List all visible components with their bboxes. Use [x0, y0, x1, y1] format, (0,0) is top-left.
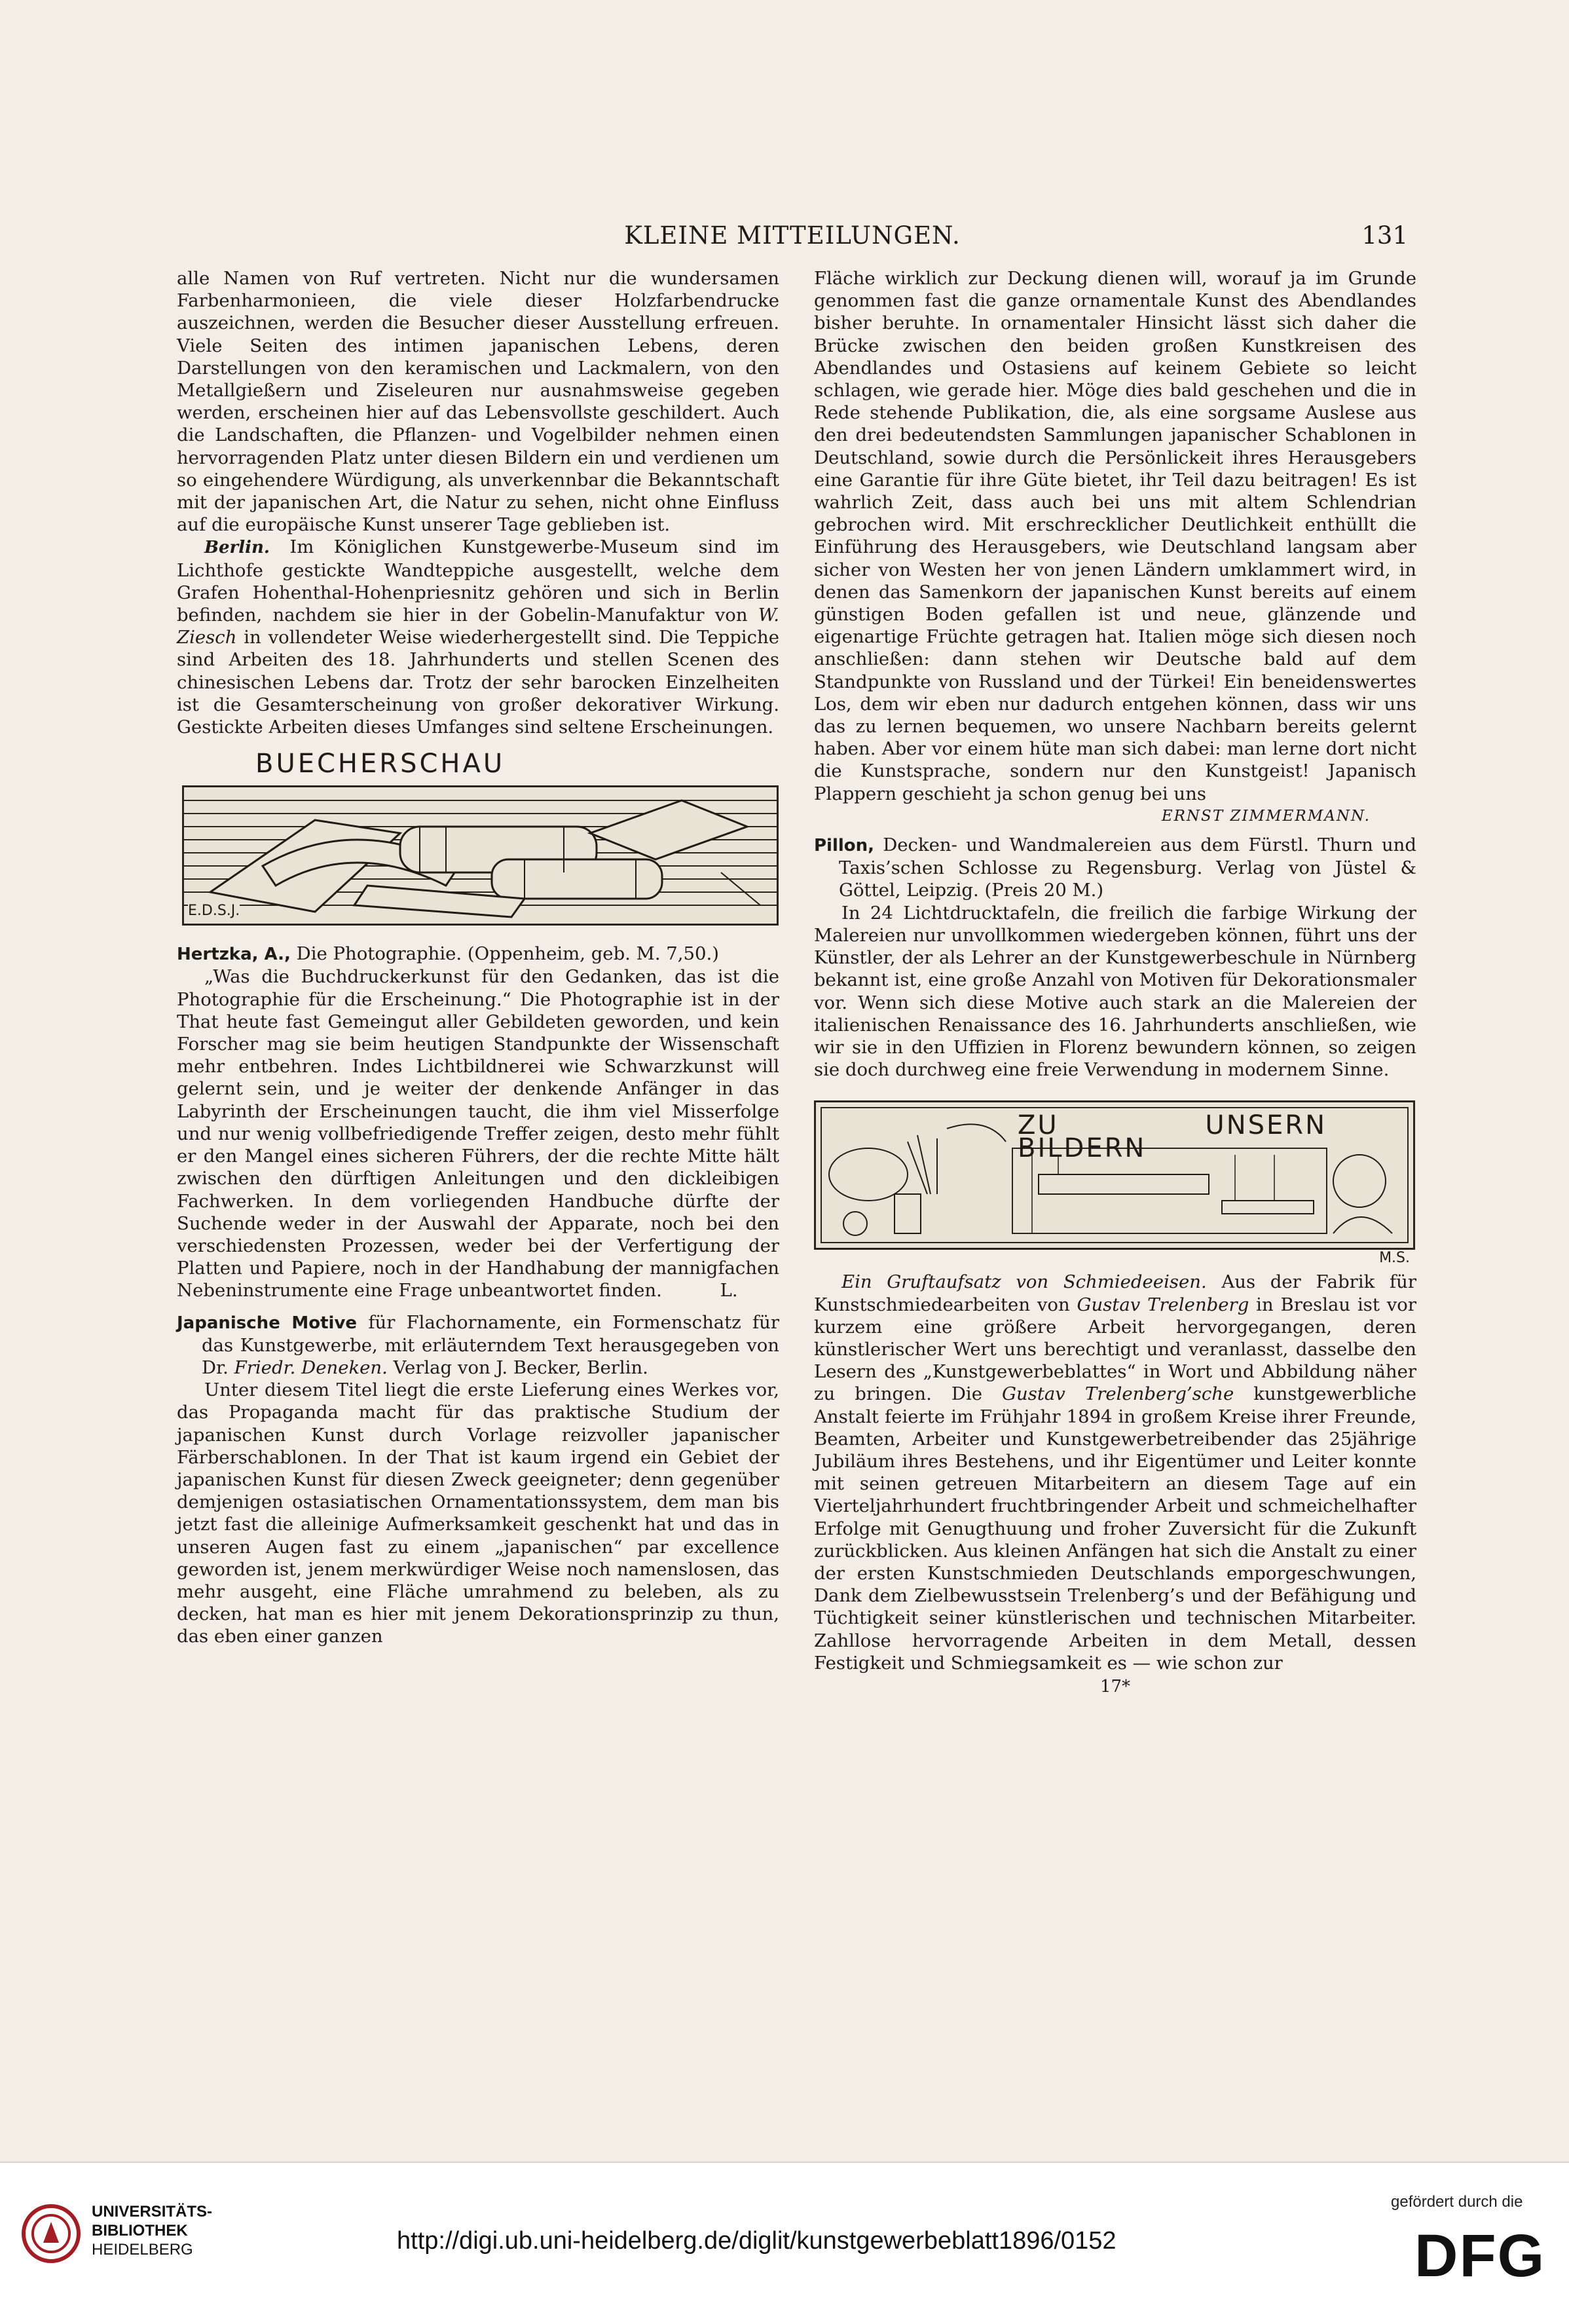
trelenberg-sche-name: Gustav Trelenberg’sche — [1002, 1383, 1234, 1405]
paragraph-pillon-title — [814, 834, 1416, 902]
page-number: 131 — [1361, 221, 1408, 250]
library-name-line3: HEIDELBERG — [92, 2241, 193, 2258]
berlin-text-a: Im Königlichen Kunstgewerbe-Museum sind im Lichthofe gestickte Wandteppiche ausgestellt, welche dem Grafen Hohenthal-Hohenpriesnitz gehören und sich in Berlin befinden, nachdem sie hier in der Gobelin-Manufaktur von — [177, 536, 779, 626]
gruftaufsatz-text-c: kunstgewerbliche Anstalt feierte im Frühjahr 1894 in großem Kreise ihrer Freunde, Beamten, Arbeiter und Kunstgewerbetreibender das 25jährige Jubiläum ihres Bestehens, und ihr Eigentümer und Leiter konnte mit seinen getreuen Mitarbeitern an diesem Tage auf ein Vierteljahrhundert fruchtbringender Arbeit und schmeichelhafter Erfolge mit Genugthuung und froher Zuversicht für die Zukunft zurückblicken. Aus kleinen Anfängen hat sich die Anstalt zu einer der ersten Kunstschmieden Deutschlands emporgeschwungen, Dank dem Zielbewusstsein Trelenberg’s und der Befähigung und Tüchtigkeit seiner künstlerischen und technischen Mitarbeiter. Zahllose hervorragende Arbeiten in dem Metall, dessen Festigkeit und Schmiegsamkeit es — wie schon zur — [814, 1383, 1416, 1674]
left-column — [177, 267, 779, 1648]
deneken-name: Friedr. Deneken. — [234, 1357, 388, 1378]
zu-unsern-bildern-banner-block — [814, 1100, 1416, 1271]
zu-unsern-bildern-title: ZU UNSERN BILDERN — [1018, 1110, 1327, 1163]
library-name-line1: UNIVERSITÄTS- — [92, 2203, 213, 2221]
japanische-motive-bibliography-b: Verlag von J. Becker, Berlin. — [387, 1357, 648, 1378]
japanische-motive-heading: Japanische Motive — [177, 1313, 358, 1333]
hertzka-heading: Hertzka, A., — [177, 945, 291, 965]
paragraph-japanische-motive-title — [177, 1311, 779, 1379]
paragraph-berlin — [177, 536, 779, 738]
gruftaufsatz-title: Ein Gruftaufsatz von Schmiedeeisen. — [841, 1271, 1207, 1293]
pillon-bibliography: Decken- und Wandmalereien aus dem Fürstl. Thurn und Taxis’schen Schlosse zu Regensburg. Verlag von Jüstel & Göttel, Leipzig. (Preis 20 M.) — [839, 834, 1416, 901]
buecherschau-monogram: E.D.S.J. — [188, 900, 240, 922]
japanische-motive-bibliography-a: für Flachornamente, ein Formenschatz für das Kunstgewerbe, mit erläuterndem Text herausgegeben von Dr. — [202, 1311, 779, 1378]
sponsor-note: gefördert durch die — [1391, 2193, 1523, 2211]
hertzka-bibliography: Die Photographie. (Oppenheim, geb. M. 7,50.) — [290, 943, 720, 965]
buecherschau-banner-block — [177, 749, 779, 943]
permalink-url[interactable]: http://digi.ub.uni-heidelberg.de/diglit/kunstgewerbeblatt1896/0152 — [397, 2227, 1117, 2255]
running-title: KLEINE MITTEILUNGEN. — [624, 221, 961, 250]
paragraph-hertzka-review — [177, 965, 779, 1302]
library-name — [92, 2202, 212, 2259]
buecherschau-title: BUECHERSCHAU — [255, 749, 506, 779]
library-name-line2: BIBLIOTHEK — [92, 2222, 188, 2240]
gruftaufsatz-text-a: Aus der Fabrik für Kunstschmiedearbeiten von — [814, 1271, 1416, 1315]
buecherschau-illustration — [182, 785, 779, 926]
signature-mark: 17* — [1099, 1676, 1131, 1696]
dfg-logo: DFG — [1414, 2222, 1546, 2289]
zu-unsern-bildern-monogram: M.S. — [1379, 1250, 1410, 1267]
berlin-heading: Berlin. — [204, 538, 270, 558]
hertzka-signature: L. — [720, 1280, 738, 1302]
pillon-heading: Pillon, — [814, 836, 875, 856]
zimmermann-signature: ERNST ZIMMERMANN. — [1161, 807, 1371, 825]
hertzka-review-text: „Was die Buchdruckerkunst für den Gedanken, das ist die Photographie für die Erscheinung.“ Die Photographie ist in der That heute fast Gemeingut aller Gebildeten geworden, und kein Forscher mag sie beim heutigen Standpunkte der Wissenschaft mehr entbehren. Indes Lichtbildnerei wie Schwarzkunst will gelernt sein, und je weiter der denkende Anfänger in das Labyrinth der Erscheinungen taucht, die ihm viel Misserfolge und nur wenig vollbefriedigende Treffer zeigen, desto mehr fühlt er den Mangel eines sicheren Führers, der die rechte Mitte hält zwischen den dürftigen Anleitungen und den dickleibigen Fachwerken. In dem vorliegenden Handbuche dürfte der Suchende weder in der Auswahl der Apparate, noch bei den verschiedensten Prozessen, weder bei der Verfertigung der Platten und Papiere, noch in der Handhabung der mannigfachen Nebeninstrumente eine Frage unbeantwortet finden. — [177, 966, 779, 1302]
paragraph-pillon-review: In 24 Lichtdrucktafeln, die freilich die farbige Wirkung der Malereien nur unvollkommen wiedergeben können, führt uns der Künstler, der als Lehrer an der Kunstgewerbeschule in Nürnberg bekannt ist, eine große Anzahl von Motiven für Dekorationsmaler vor. Wenn sich diese Motive auch stark an die Malereien der italienischen Renaissance des 16. Jahrhunderts anschließen, wie wir sie in den Uffizien in Florenz bewundern können, so zeigen sie doch durchweg eine freie Verwendung in modernem Sinne. — [814, 902, 1416, 1081]
digitization-footer — [0, 2162, 1569, 2324]
university-seal-icon — [21, 2203, 81, 2264]
paragraph-zimmermann-continued: Fläche wirklich zur Deckung dienen will, worauf ja im Grunde genommen fast die ganze ornamentale Kunst des Abendlandes bisher beruhte. In ornamentaler Hinsicht lässt sich daher die Brücke zwischen den beiden großen Kunstkreisen des Abendlandes und Ostasiens auf keinem Gebiete so leicht schlagen, wie gerade hier. Möge dies bald geschehen und die in Rede stehende Publikation, die, als eine sorgsame Auslese aus den drei bedeutendsten Sammlungen japanischer Schablonen in Deutschland, sowie durch die Persönlickeit ihres Herausgebers eine Garantie für ihre Güte bietet, ihr Teil dazu beitragen! Es ist wahrlich Zeit, dass auch bei uns mit altem Schlendrian gebrochen wird. Mit erschrecklicher Deutlichkeit enthüllt die Einführung des Herausgebers, wie Deutschland langsam aber sicher von Westen her von jenen Ländern umklammert wird, in denen das Samenkorn der japanischen Kunst bereits auf einem günstigen Boden gefallen ist und neue, glänzende und eigenartige Früchte getragen hat. Italien möge sich diesen noch anschließen: dann stehen wir Deutsche bald auf dem Standpunkte von Russland und der Türkei! Ein beneidenswertes Los, dem wir eben nur dadurch entgehen können, dass wir uns das zu lernen bequemen, wo unsere Nachbarn bereits gelernt haben. Aber vor einem hüte man sich dabei: man lerne dort nicht die Kunstsprache, sondern nur den Kunstgeist! Japanisch Plappern geschieht ja schon genug bei uns — [814, 268, 1416, 804]
paragraph-hertzka-title — [177, 943, 779, 965]
zu-unsern-bildern-title-panel — [1012, 1110, 1327, 1163]
paragraph-japanische-motive-review: Unter diesem Titel liegt die erste Lieferung eines Werkes vor, das Propaganda macht für das praktische Studium der japanischen Kunst durch Vorlage reizvoller japanischer Färberschablonen. In der That ist kaum irgend ein Gebiet der japanischen Kunst für diesen Zweck geeigneter; denn gegenüber demjenigen ostasiatischen Ornamentationssystem, dem man bis jetzt fast die alleinige Aufmerksamkeit geschenkt hat und das in unseren Augen fast zu einem „japanischen“ par excellence geworden ist, jenem merkwürdiger Weise noch namenslosen, das mehr ausgeht, eine Fläche umrahmend zu beleben, als zu decken, hat man es hier mit jenem Dekorationsprinzip zu thun, das eben einer ganzen — [177, 1379, 779, 1647]
paragraph-gruftaufsatz — [814, 1271, 1416, 1674]
ziesch-name: W. Ziesch — [177, 605, 779, 648]
berlin-text-b: in vollendeter Weise wiederhergestellt sind. Die Teppiche sind Arbeiten des 18. Jahrhunderts und stellen Scenen des chinesischen Lebens dar. Trotz der sehr barocken Einzelheiten ist die Gesamterscheinung von großer dekorativer Wirkung. Gestickte Arbeiten dieses Umfanges sind seltene Erscheinungen. — [177, 627, 779, 738]
gruftaufsatz-text-b: in Breslau ist vor kurzem eine größere Arbeit hervorgegangen, deren künstlerischer Wert uns berechtigt und veranlasst, dasselbe den Lesern des „Kunstgewerbeblattes“ in Wort und Abbildung näher zu bringen. Die — [814, 1294, 1417, 1405]
running-header — [177, 221, 1408, 255]
trelenberg-name: Gustav Trelenberg — [1077, 1294, 1249, 1315]
right-column — [814, 267, 1416, 1698]
zu-unsern-bildern-illustration — [814, 1100, 1415, 1250]
paragraph-japanese-prints: alle Namen von Ruf vertreten. Nicht nur die wundersamen Farbenharmonieen, die viele dieser Holzfarbendrucke auszeichnen, werden die Besucher dieser Ausstellung erfreuen. Viele Seiten des intimen japanischen Lebens, deren Darstellungen von den keramischen und Lackmalern, von den Metallgießern und Ziseleuren nur ausnahmsweise gegeben werden, erscheinen hier auf das Lebensvollste geschildert. Auch die Landschaften, die Pflanzen- und Vogelbilder nehmen einen hervorragenden Platz unter diesen Bildern ein und verdienen um so eingehendere Würdigung, als unverkennbar die Bekanntschaft mit der japanischen Art, die Natur zu sehen, nicht ohne Einfluss auf die europäische Kunst unserer Tage geblieben ist. — [177, 268, 779, 536]
